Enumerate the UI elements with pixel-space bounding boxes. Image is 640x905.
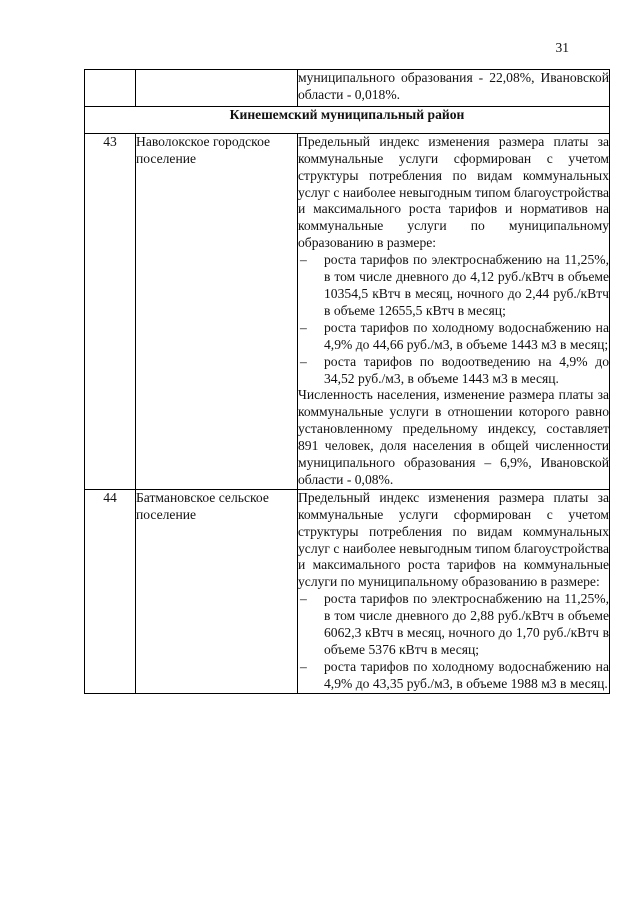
bullet-dash: – — [300, 353, 307, 369]
row-description — [298, 489, 610, 693]
bullet-dash: – — [300, 658, 307, 674]
bullet-text: роста тарифов по холодному водоснабжению на 4,9% до 44,66 руб./м3, в объеме 1443 м3 в месяц; — [324, 319, 609, 352]
settlement-name: Батмановское сельское поселение — [136, 489, 298, 693]
table-row — [85, 133, 610, 489]
section-title: Кинешемский муниципальный район — [85, 106, 610, 133]
row-intro: Предельный индекс изменения размера платы за коммунальные услуги сформирован с учетом структуры потребления по видам коммунальных услуг с наиболее невыгодным типом благоустройства и максимального роста тарифов на коммунальные услуги по муниципальному образованию в размере: — [298, 489, 610, 590]
list-item — [298, 659, 609, 693]
cell-name-empty — [136, 70, 298, 107]
table-row — [85, 489, 610, 693]
section-row — [85, 106, 610, 133]
list-item — [298, 252, 609, 320]
continuation-text: муниципального образования - 22,08%, Ивановской области - 0,018%. — [298, 70, 610, 107]
row-footer: Численность населения, изменение размера платы за коммунальные услуги в отношении которого равно установленному предельному индексу, составляет 891 человек, доля населения в общей численности муниципального образования – 6,9%, Ивановской области - 0,08%. — [298, 387, 609, 487]
row-intro: Предельный индекс изменения размера платы за коммунальные услуги сформирован с учетом структуры потребления по видам коммунальных услуг с наиболее невыгодным типом благоустройства и максимального роста тарифов и нормативов на коммунальные услуги по муниципальному образованию в размере: — [298, 133, 610, 251]
list-item — [298, 354, 609, 388]
row-number: 44 — [85, 489, 136, 693]
bullet-text: роста тарифов по холодному водоснабжению на 4,9% до 43,35 руб./м3, в объеме 1988 м3 в месяц. — [324, 658, 609, 691]
page-number: 31 — [555, 40, 569, 55]
bullet-text: роста тарифов по электроснабжению на 11,25%, в том числе дневного до 4,12 руб./кВтч в объеме 10354,5 кВтч в месяц, ночного до 2,44 руб./кВтч в объеме 12655,5 кВтч в месяц; — [324, 252, 609, 318]
bullet-text: роста тарифов по водоотведению на 4,9% до 34,52 руб./м3, в объеме 1443 м3 в месяц. — [324, 353, 609, 386]
list-item — [298, 591, 609, 659]
bullet-dash: – — [300, 591, 307, 607]
table-row-continuation — [85, 70, 610, 107]
row-number: 43 — [85, 133, 136, 489]
bullet-list — [298, 591, 609, 692]
list-item — [298, 320, 609, 354]
settlement-name: Наволокское городское поселение — [136, 133, 298, 489]
bullet-list — [298, 252, 609, 387]
bullet-dash: – — [300, 252, 307, 268]
bullet-dash: – — [300, 319, 307, 335]
bullet-text: роста тарифов по электроснабжению на 11,25%, в том числе дневного до 2,88 руб./кВтч в объеме 6062,3 кВтч в месяц, ночного до 1,70 руб./кВтч в объеме 5376 кВтч в месяц; — [324, 591, 609, 657]
cell-num-empty — [85, 70, 136, 107]
row-description — [298, 133, 610, 489]
tariff-table — [84, 69, 610, 694]
